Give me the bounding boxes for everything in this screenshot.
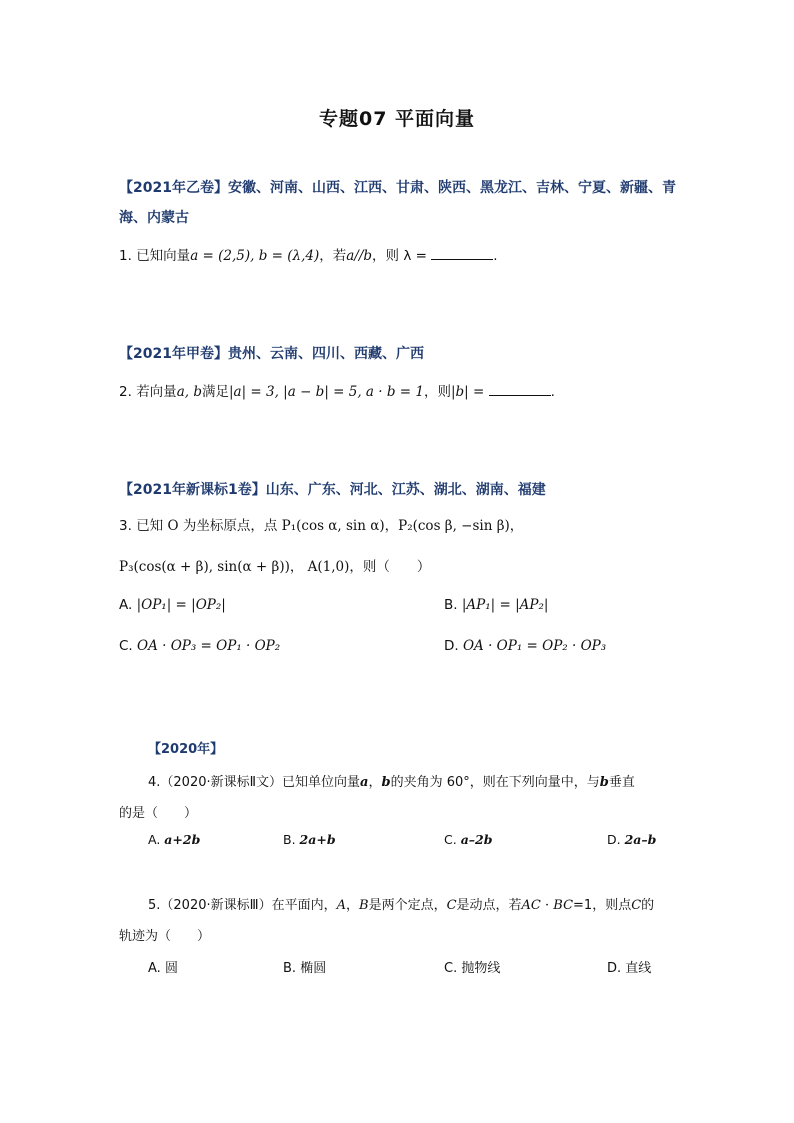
question-number: 2. xyxy=(119,384,132,400)
question-text: P₃(cos(α + β), sin(α + β))， A(1,0)，则（ ） xyxy=(119,559,431,575)
option-d[interactable] xyxy=(444,638,606,654)
option-text: 抛物线 xyxy=(461,961,501,976)
q5-option-d[interactable] xyxy=(607,957,651,976)
point-b: B xyxy=(359,898,369,913)
option-text: 直线 xyxy=(625,961,652,976)
question-text: ，则 λ = xyxy=(372,248,427,264)
option-label: A. xyxy=(148,961,161,976)
q4-option-b[interactable] xyxy=(283,832,336,847)
question-target: |b| = xyxy=(450,384,485,400)
answer-blank[interactable] xyxy=(489,383,551,396)
question-1 xyxy=(119,244,498,264)
question-2 xyxy=(119,380,555,400)
question-text: 已知向量 xyxy=(136,248,191,264)
question-expression: |a| = 3, |a − b| = 5, a · b = 1 xyxy=(228,384,424,400)
option-text: a+2b xyxy=(164,832,201,847)
question-text: =1 xyxy=(573,898,593,913)
option-label: D. xyxy=(607,832,621,847)
section-header-2021-xinkebiao: 【2021年新课标1卷】山东、广东、河北、江苏、湖北、湖南、福建 xyxy=(119,482,546,498)
question-number: 3. xyxy=(119,518,132,534)
question-expression: a = (2,5), b = (λ,4) xyxy=(190,248,320,264)
q5-option-c[interactable] xyxy=(444,957,500,976)
option-label: B. xyxy=(444,597,458,613)
section-header-2020: 【2020年】 xyxy=(148,742,224,757)
option-label: C. xyxy=(444,832,457,847)
question-text: ，若 xyxy=(319,248,347,264)
option-label: A. xyxy=(119,597,133,613)
question-5-line-1 xyxy=(148,894,654,913)
answer-blank[interactable] xyxy=(431,247,493,260)
question-text: ，则 xyxy=(423,384,451,400)
point-c: C xyxy=(631,898,642,913)
var-a: a xyxy=(360,775,369,790)
option-label: C. xyxy=(119,638,133,654)
question-text: 垂直 xyxy=(608,775,635,790)
option-a[interactable] xyxy=(119,597,226,613)
q5-option-a[interactable] xyxy=(148,957,178,976)
question-text: 若向量 xyxy=(136,384,177,400)
var-b: b xyxy=(381,775,391,790)
question-4-line-1 xyxy=(148,771,635,790)
option-b[interactable] xyxy=(444,597,548,613)
option-text: 2a+b xyxy=(299,832,336,847)
option-text: |OP₁| = |OP₂| xyxy=(136,597,226,613)
option-label: D. xyxy=(607,961,622,976)
q4-option-d[interactable] xyxy=(607,832,656,847)
var-b: b xyxy=(599,775,609,790)
question-condition: a//b xyxy=(346,248,373,264)
page-title: 专题07 平面向量 xyxy=(318,108,476,130)
question-3-line-2 xyxy=(119,555,430,575)
question-text: 已知 O 为坐标原点，点 P₁(cos α, sin α)，P₂(cos β, −sin β)， xyxy=(136,518,524,534)
question-text: 4.（2020·新课标Ⅱ文）已知单位向量 xyxy=(148,775,361,790)
question-text: 的 xyxy=(641,898,655,913)
option-label: A. xyxy=(148,832,161,847)
section-header-2021-jia: 【2021年甲卷】贵州、云南、四川、西藏、广西 xyxy=(119,346,424,362)
option-text: 圆 xyxy=(164,961,178,976)
option-label: B. xyxy=(283,961,297,976)
option-text: |AP₁| = |AP₂| xyxy=(461,597,549,613)
question-text: ，则点 xyxy=(592,898,632,913)
question-text: 是两个定点， xyxy=(368,898,447,913)
option-label: B. xyxy=(283,832,296,847)
point-a: A xyxy=(336,898,346,913)
question-number: 1. xyxy=(119,248,132,264)
option-text: a–2b xyxy=(460,832,493,847)
question-end: . xyxy=(550,384,555,400)
question-3-line-1 xyxy=(119,514,523,534)
question-text: 满足 xyxy=(201,384,229,400)
question-5-line-2: 轨迹为（ ） xyxy=(119,929,211,944)
q5-option-b[interactable] xyxy=(283,957,326,976)
option-text: 2a–b xyxy=(624,832,657,847)
q4-option-c[interactable] xyxy=(444,832,492,847)
option-text: 椭圆 xyxy=(300,961,327,976)
vector-expression: AC · BC xyxy=(521,898,574,913)
option-c[interactable] xyxy=(119,638,280,654)
section-header-2021-yi: 【2021年乙卷】安徽、河南、山西、江西、甘肃、陕西、黑龙江、吉林、宁夏、新疆、青 xyxy=(119,180,676,196)
option-text: OA · OP₃ = OP₁ · OP₂ xyxy=(137,638,281,654)
question-vars: a, b xyxy=(176,384,202,400)
option-text: OA · OP₁ = OP₂ · OP₃ xyxy=(462,638,607,654)
option-label: D. xyxy=(444,638,459,654)
question-text: 5.（2020·新课标Ⅲ）在平面内， xyxy=(148,898,337,913)
q4-option-a[interactable] xyxy=(148,832,200,847)
section-header-2021-yi-cont: 海、内蒙古 xyxy=(119,210,189,226)
option-label: C. xyxy=(444,961,458,976)
question-4-line-2: 的是（ ） xyxy=(119,806,198,821)
question-text: 是动点，若 xyxy=(456,898,522,913)
question-text: ， xyxy=(345,898,359,913)
question-end: . xyxy=(493,248,498,264)
point-c: C xyxy=(446,898,457,913)
question-text: ， xyxy=(368,775,382,790)
question-text: 的夹角为 60°，则在下列向量中，与 xyxy=(390,775,600,790)
